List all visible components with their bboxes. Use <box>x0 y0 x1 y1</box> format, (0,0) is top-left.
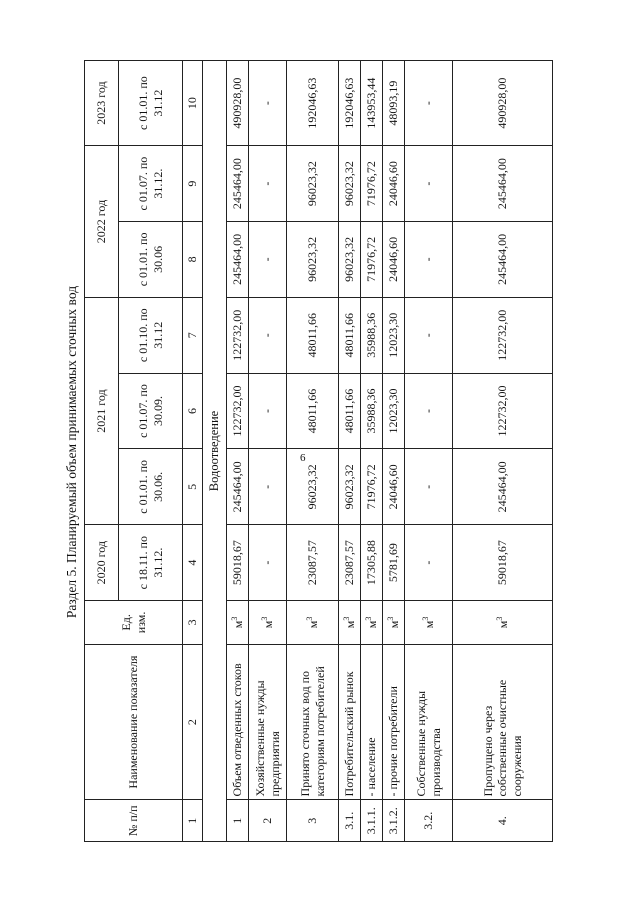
unit-power: 3 <box>304 616 314 621</box>
unit-symbol: м <box>230 620 245 629</box>
row-value: - <box>405 525 453 601</box>
table-row <box>287 61 339 842</box>
unit-symbol: м <box>364 620 379 629</box>
row-name: Объем отведенных стоков <box>227 644 249 800</box>
unit-power: 3 <box>494 616 504 621</box>
row-unit <box>453 601 553 645</box>
row-value: 12023,30 <box>383 373 405 449</box>
row-value: 48093,19 <box>383 61 405 146</box>
rotated-page-content <box>60 42 580 862</box>
row-value: - <box>249 373 287 449</box>
table-row <box>339 61 361 842</box>
section-title: Раздел 5. Планируемый объем принимаемых сточных вод <box>64 285 79 619</box>
unit-symbol: м <box>495 620 510 629</box>
row-value: - <box>405 61 453 146</box>
row-value: 48011,66 <box>339 373 361 449</box>
row-value: 24046,60 <box>383 146 405 222</box>
row-unit <box>383 601 405 645</box>
header-unit: Ед. изм. <box>85 601 183 645</box>
column-number: 7 <box>183 297 203 373</box>
unit-symbol: м <box>260 620 275 629</box>
row-value: 96023,32 <box>287 146 339 222</box>
row-value: 245464,00 <box>227 222 249 298</box>
row-value: 192046,63 <box>287 61 339 146</box>
row-value: - <box>405 146 453 222</box>
row-value: 245464,00 <box>227 146 249 222</box>
row-value: 59018,67 <box>453 525 553 601</box>
row-value: 122732,00 <box>227 373 249 449</box>
row-number: 4. <box>453 800 553 842</box>
row-name: Принято сточных вод по категориям потребителей <box>287 644 339 800</box>
row-value: 245464,00 <box>227 449 249 525</box>
wastewater-table <box>84 60 553 842</box>
header-year-2020: 2020 год <box>85 525 119 601</box>
row-name: Пропущено через собственные очистные сооружения <box>453 644 553 800</box>
row-value: - <box>249 525 287 601</box>
unit-symbol: м <box>305 620 320 629</box>
table-row <box>361 61 383 842</box>
row-number: 3.1. <box>339 800 361 842</box>
unit-power: 3 <box>259 616 269 621</box>
row-value: 245464,00 <box>453 146 553 222</box>
row-value: - <box>249 297 287 373</box>
row-value: 122732,00 <box>453 373 553 449</box>
column-number: 3 <box>183 601 203 645</box>
row-value: 24046,60 <box>383 222 405 298</box>
row-value: 192046,63 <box>339 61 361 146</box>
column-number: 2 <box>183 644 203 800</box>
row-number: 3.1.2. <box>383 800 405 842</box>
row-value: 122732,00 <box>227 297 249 373</box>
row-value: 490928,00 <box>227 61 249 146</box>
row-number: 3.1.1. <box>361 800 383 842</box>
row-value: 122732,00 <box>453 297 553 373</box>
row-value: 96023,32 <box>339 449 361 525</box>
row-value: 96023,32 <box>287 222 339 298</box>
table-row <box>249 61 287 842</box>
row-unit <box>405 601 453 645</box>
row-value: - <box>249 146 287 222</box>
row-value: 96023,32 <box>287 449 339 525</box>
row-value: 48011,66 <box>339 297 361 373</box>
row-unit <box>339 601 361 645</box>
unit-power: 3 <box>420 616 430 621</box>
row-value: 5781,69 <box>383 525 405 601</box>
row-value: - <box>249 449 287 525</box>
row-number: 1 <box>227 800 249 842</box>
row-name: - прочие потребители <box>383 644 405 800</box>
row-value: 23087,57 <box>287 525 339 601</box>
header-num: № п/п <box>85 800 183 842</box>
row-value: 35988,36 <box>361 373 383 449</box>
row-value: - <box>405 222 453 298</box>
row-unit <box>227 601 249 645</box>
row-value: 71976,72 <box>361 146 383 222</box>
unit-symbol: м <box>421 620 436 629</box>
table-body <box>227 61 553 842</box>
row-name: Потребительский рынок <box>339 644 361 800</box>
table-row <box>405 61 453 842</box>
row-value: - <box>405 373 453 449</box>
row-value: 245464,00 <box>453 222 553 298</box>
table-row <box>227 61 249 842</box>
header-period: с 01.01. по 30.06 <box>119 222 183 298</box>
column-number: 6 <box>183 373 203 449</box>
column-number: 10 <box>183 61 203 146</box>
row-name: - население <box>361 644 383 800</box>
unit-symbol: м <box>386 620 401 629</box>
row-value: - <box>249 222 287 298</box>
unit-power: 3 <box>363 616 373 621</box>
header-name: Наименование показателя <box>85 644 183 800</box>
header-period: с 01.01. по 31.12 <box>119 61 183 146</box>
row-value: 143953,44 <box>361 61 383 146</box>
row-value: 71976,72 <box>361 222 383 298</box>
row-value: 96023,32 <box>339 222 361 298</box>
section-heading: Водоотведение <box>203 61 227 842</box>
row-value: 17305,88 <box>361 525 383 601</box>
header-period: с 01.10. по 31.12 <box>119 297 183 373</box>
header-period: с 18.11. по 31.12. <box>119 525 183 601</box>
header-year-2021: 2021 год <box>85 297 119 524</box>
unit-power: 3 <box>229 616 239 621</box>
row-unit <box>249 601 287 645</box>
row-value: 71976,72 <box>361 449 383 525</box>
row-value: 24046,60 <box>383 449 405 525</box>
header-period: с 01.01. по 30.06. <box>119 449 183 525</box>
row-name: Хозяйственные нужды предприятия <box>249 644 287 800</box>
row-value: - <box>405 297 453 373</box>
header-period: с 01.07. по 30.09. <box>119 373 183 449</box>
row-value: 96023,32 <box>339 146 361 222</box>
header-period: с 01.07. по 31.12. <box>119 146 183 222</box>
column-number: 4 <box>183 525 203 601</box>
row-name: Собственные нужды производства <box>405 644 453 800</box>
table-row <box>383 61 405 842</box>
row-value: - <box>249 61 287 146</box>
row-value: 12023,30 <box>383 297 405 373</box>
row-value: 245464,00 <box>453 449 553 525</box>
row-unit <box>361 601 383 645</box>
row-value: 59018,67 <box>227 525 249 601</box>
page-number: 6 <box>300 452 306 464</box>
row-value: - <box>405 449 453 525</box>
row-value: 23087,57 <box>339 525 361 601</box>
unit-power: 3 <box>385 616 395 621</box>
column-number: 8 <box>183 222 203 298</box>
column-number: 1 <box>183 800 203 842</box>
header-year-2023: 2023 год <box>85 61 119 146</box>
column-number: 9 <box>183 146 203 222</box>
row-number: 3.2. <box>405 800 453 842</box>
column-number: 5 <box>183 449 203 525</box>
unit-power: 3 <box>341 616 351 621</box>
header-year-2022: 2022 год <box>85 146 119 298</box>
row-value: 35988,36 <box>361 297 383 373</box>
row-value: 48011,66 <box>287 373 339 449</box>
unit-symbol: м <box>342 620 357 629</box>
table-row <box>453 61 553 842</box>
row-unit <box>287 601 339 645</box>
row-number: 2 <box>249 800 287 842</box>
row-number: 3 <box>287 800 339 842</box>
row-value: 490928,00 <box>453 61 553 146</box>
row-value: 48011,66 <box>287 297 339 373</box>
